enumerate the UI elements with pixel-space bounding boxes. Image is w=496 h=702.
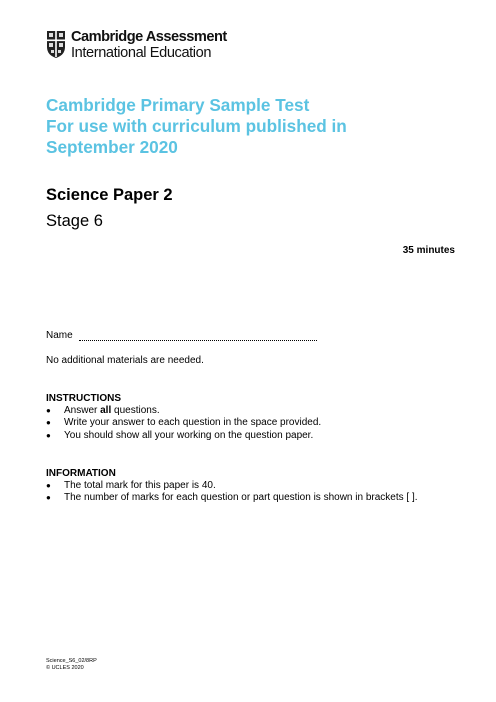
list-item (46, 405, 321, 417)
footer (46, 658, 97, 672)
name-label: Name (46, 330, 73, 341)
information-title: INFORMATION (46, 468, 116, 479)
instructions-section (46, 392, 321, 442)
instructions-title: INSTRUCTIONS (46, 393, 121, 404)
duration: 35 minutes (402, 245, 455, 256)
bullet-icon: ● (46, 418, 51, 428)
bullet-icon: ● (46, 493, 51, 503)
logo (46, 29, 227, 63)
name-line[interactable] (79, 332, 317, 341)
logo-line-1: Cambridge Assessment (71, 29, 227, 45)
instructions-list (46, 405, 321, 442)
list-item (46, 417, 321, 429)
information-text: The number of marks for each question or part question is shown in brackets [ ]. (64, 492, 418, 504)
headline-line-3: September 2020 (46, 137, 178, 157)
information-text: The total mark for this paper is 40. (64, 480, 216, 491)
bullet-icon: ● (46, 406, 51, 415)
stage-label: Stage 6 (46, 212, 103, 230)
information-list (46, 480, 418, 505)
logo-line-2: International Education (71, 45, 212, 61)
headline-line-2: For use with curriculum published in (46, 116, 347, 136)
footer-code: Science_S6_02/8RP (46, 658, 97, 664)
bullet-icon: ● (46, 430, 51, 440)
crest-icon (46, 30, 66, 59)
instruction-text: Write your answer to each question in the space provided. (64, 417, 322, 429)
list-item (46, 480, 418, 492)
instruction-text: You should show all your working on the question paper. (64, 429, 314, 441)
name-row (46, 330, 317, 341)
materials-note: No additional materials are needed. (46, 355, 204, 366)
headline (46, 95, 466, 158)
instruction-text: Answer all questions. (64, 405, 160, 416)
list-item (46, 492, 418, 504)
list-item (46, 430, 321, 442)
headline-line-1: Cambridge Primary Sample Test (46, 95, 310, 115)
bullet-icon: ● (46, 481, 51, 490)
footer-copyright: © UCLES 2020 (46, 665, 84, 671)
information-section (46, 467, 418, 505)
paper-title: Science Paper 2 (46, 186, 173, 204)
